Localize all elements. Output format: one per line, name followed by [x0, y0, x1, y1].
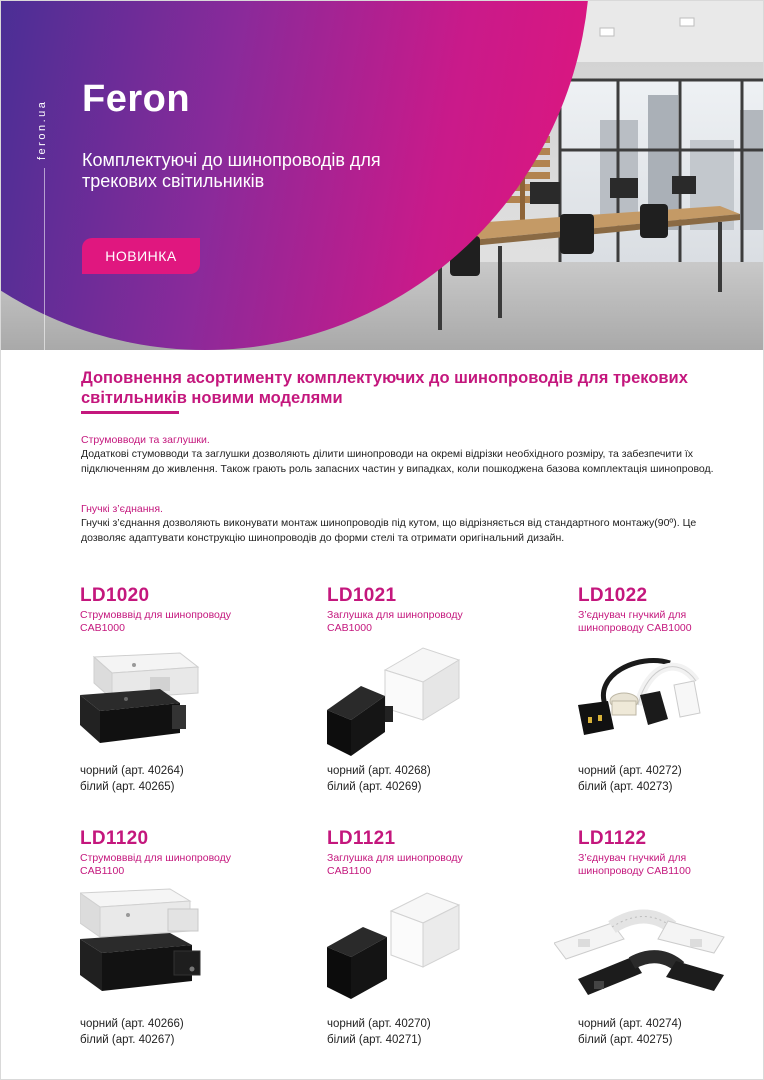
article-white: білий (арт. 40271) — [327, 1034, 422, 1046]
product-code: LD1120 — [80, 828, 149, 849]
product-card — [578, 585, 758, 795]
hero-banner — [0, 0, 764, 350]
section-title-feeds: Струмовводи та заглушки. — [81, 434, 210, 446]
power-feed-icon — [80, 883, 230, 1013]
new-badge: НОВИНКА — [82, 238, 200, 274]
hero-title: Комплектуючі до шинопроводів для трекових світильників — [82, 150, 381, 191]
power-feed-icon — [80, 645, 230, 765]
article-white: білий (арт. 40267) — [80, 1034, 175, 1046]
product-description: Заглушка для шинопроводу CAB1000 — [327, 609, 463, 634]
end-cap-icon — [327, 883, 477, 1013]
article-black: чорний (арт. 40268) — [327, 765, 431, 777]
product-code: LD1021 — [327, 585, 397, 606]
article-black: чорний (арт. 40264) — [80, 765, 184, 777]
section-body-flex: Гнучкі з’єднання дозволяють виконувати монтаж шинопроводів під кутом, що відрізняється від стандартного монтажу(90º). Це дозволяє адаптувати конструкцію шинопроводів до форми стелі та отримати оригінальний дизайн. — [81, 517, 697, 544]
product-code: LD1020 — [80, 585, 150, 606]
product-card — [327, 828, 507, 1048]
article-white: білий (арт. 40269) — [327, 781, 422, 793]
article-white: білий (арт. 40275) — [578, 1034, 673, 1046]
product-description: З’єднувач гнучкий для шинопроводу CAB1100 — [578, 852, 691, 877]
article-black: чорний (арт. 40274) — [578, 1018, 682, 1030]
article-white: білий (арт. 40265) — [80, 781, 175, 793]
product-description: З’єднувач гнучкий для шинопроводу CAB1000 — [578, 609, 692, 634]
flexible-connector-icon — [554, 883, 734, 1013]
product-card — [327, 585, 507, 795]
article-white: білий (арт. 40273) — [578, 781, 673, 793]
headline-underline — [81, 411, 179, 414]
feron-logo: Feron — [82, 78, 191, 120]
end-cap-icon — [327, 640, 477, 765]
section-body-feeds: Додаткові стумовводи та заглушки дозволяють ділити шинопроводи на окремі відрізки необхідного розміру, та забезпечити їх підключенням до живлення. Також грають роль запасних частин у випадках, коли пошкоджена базова комплектація шинопровод. — [81, 448, 714, 475]
product-description: Заглушка для шинопроводу CAB1100 — [327, 852, 463, 877]
product-card — [578, 828, 758, 1048]
product-description: Струмовввід для шинопроводу CAB1000 — [80, 609, 232, 634]
product-code: LD1122 — [578, 828, 647, 849]
flexible-connector-icon — [578, 645, 728, 765]
site-url[interactable]: feron.ua — [36, 99, 48, 160]
product-card — [80, 585, 260, 795]
product-card — [80, 828, 260, 1048]
product-code: LD1022 — [578, 585, 648, 606]
product-description: Струмовввід для шинопроводу CAB1100 — [80, 852, 232, 877]
product-code: LD1121 — [327, 828, 396, 849]
article-black: чорний (арт. 40272) — [578, 765, 682, 777]
article-black: чорний (арт. 40266) — [80, 1018, 184, 1030]
section-title-flex: Гнучкі з’єднання. — [81, 503, 163, 515]
vertical-divider — [44, 168, 45, 350]
article-black: чорний (арт. 40270) — [327, 1018, 431, 1030]
section-headline: Доповнення асортименту комплектуючих до шинопроводів для трекових світильників новими моделями — [81, 369, 688, 407]
